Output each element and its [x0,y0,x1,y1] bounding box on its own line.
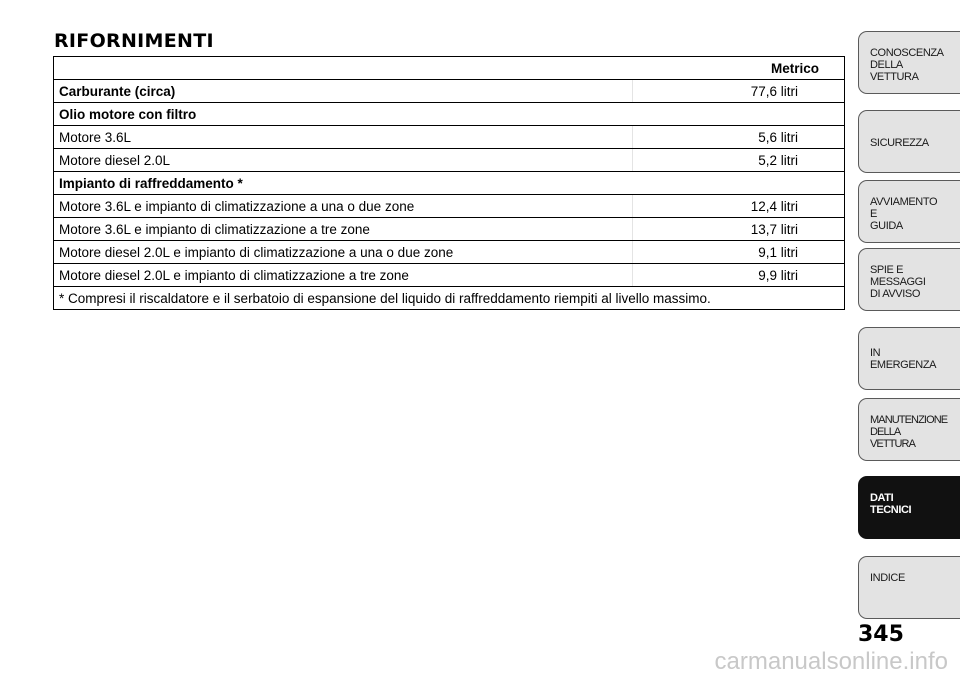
section-label: Olio motore con filtro [54,103,845,126]
row-label: Motore diesel 2.0L [54,149,633,172]
row-value: 12,4 litri [633,195,845,218]
tab-label: MANUTENZIONE DELLA VETTURA [870,414,948,450]
tab-label: INDICE [870,572,905,584]
footnote: * Compresi il riscaldatore e il serbatoio di espansione del liquido di raffreddamento riempiti al livello massimo. [54,287,845,310]
tab-spie-e-messaggi[interactable] [858,248,960,311]
tab-sicurezza[interactable] [858,110,960,173]
row-value: 9,9 litri [633,264,845,287]
row-value: 77,6 litri [633,80,845,103]
table-header-row [54,57,845,80]
tab-label: AVVIAMENTO E GUIDA [870,196,938,232]
watermark: carmanualsonline.info [714,648,948,675]
row-label: Motore 3.6L e impianto di climatizzazione a tre zone [54,218,633,241]
row-value: 9,1 litri [633,241,845,264]
table-row [54,218,845,241]
row-value: 5,2 litri [633,149,845,172]
tab-label: IN EMERGENZA [870,347,937,371]
table-section-row [54,172,845,195]
tab-label: DATI TECNICI [870,492,912,516]
chapter-sidebar [858,0,960,678]
tab-in-emergenza[interactable] [858,327,960,390]
row-label: Carburante (circa) [54,80,633,103]
unit-header: Metrico [54,57,845,80]
row-label: Motore 3.6L [54,126,633,149]
row-value: 5,6 litri [633,126,845,149]
table-row [54,264,845,287]
tab-label: SICUREZZA [870,137,929,149]
refueling-table [53,56,845,310]
row-label: Motore 3.6L e impianto di climatizzazione a una o due zone [54,195,633,218]
tab-dati-tecnici[interactable] [858,476,960,539]
page-number: 345 [858,622,904,647]
row-label: Motore diesel 2.0L e impianto di climatizzazione a tre zone [54,264,633,287]
table-row [54,195,845,218]
section-label: Impianto di raffreddamento * [54,172,845,195]
row-value: 13,7 litri [633,218,845,241]
table-row [54,241,845,264]
tab-label: CONOSCENZA DELLA VETTURA [870,47,944,83]
tab-indice[interactable] [858,556,960,619]
footnote-row [54,287,845,310]
table-row [54,149,845,172]
page-title: RIFORNIMENTI [54,30,214,52]
tab-manutenzione-della-vettura[interactable] [858,398,960,461]
table-row [54,126,845,149]
table-section-row [54,103,845,126]
tab-conoscenza-della-vettura[interactable] [858,31,960,94]
row-label: Motore diesel 2.0L e impianto di climatizzazione a una o due zone [54,241,633,264]
tab-avviamento-e-guida[interactable] [858,180,960,243]
table-row [54,80,845,103]
tab-label: SPIE E MESSAGGI DI AVVISO [870,264,926,300]
